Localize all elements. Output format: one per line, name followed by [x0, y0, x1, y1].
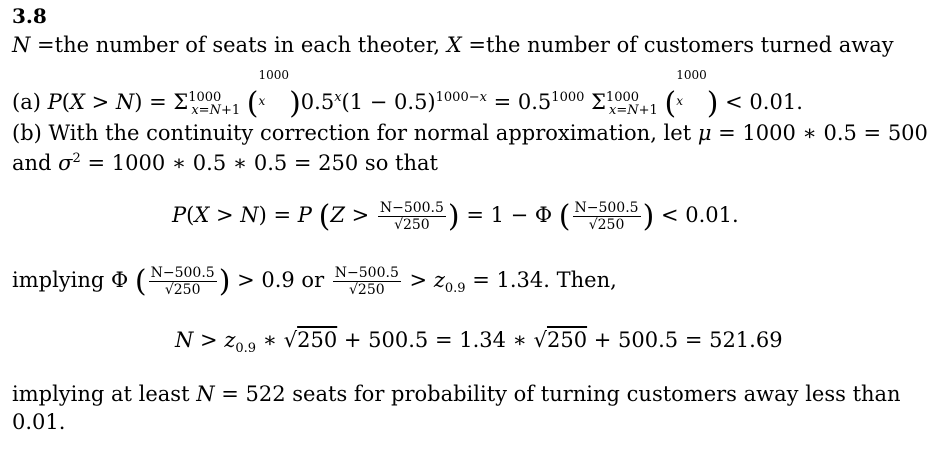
- fraction-denominator: √250: [394, 217, 430, 233]
- problem-number: 3.8: [12, 4, 47, 28]
- fraction-numerator: N−500.5: [334, 265, 399, 281]
- part-b-line-2: and $\sigma^2 = 1000$ ∗ 0.5 ∗ 0.5 = 250 so that: [12, 151, 438, 175]
- fraction-denominator: √250: [349, 282, 385, 298]
- fraction: [573, 200, 641, 233]
- equation-1-rhs: < 0.01.: [660, 203, 739, 227]
- fraction: [333, 265, 401, 298]
- fraction: [378, 200, 446, 233]
- fraction-numerator: N−500.5: [379, 200, 444, 216]
- definition-line: N =the number of seats in each theoter, X =the number of customers turned away: [12, 33, 894, 57]
- fraction-denominator: √250: [588, 217, 625, 233]
- part-b-line-1: (b) With the continuity correction for normal approximation, let μ = 1000 ∗ 0.5 = 500: [12, 121, 928, 145]
- fraction-numerator: N−500.5: [150, 265, 215, 281]
- fraction-numerator: N−500.5: [574, 200, 639, 216]
- part-a-equation: (a) $P(X > N) = \Sigma^{1000}_{x=N+1}$ (1000 x )$0.5^x(1 - 0.5)^{1000-x} = 0.5^{1000}$ $\Sigma^{1000}_{x=N+1}$ (1000 x ) < 0.01.: [12, 68, 803, 121]
- fraction-denominator: √250: [164, 282, 201, 298]
- implying-line: implying Φ ( $\frac{N-500.5}{√250}$ ) > 0.9 or $\frac{N-500.5}{√250}$ > $z_{0.9} = 1.34$. Then,: [12, 264, 617, 299]
- equation-2: $N > z_{0.9}$ ∗ √250 + 500.5 = 1.34 ∗ √250 + 500.5 = 521.69: [175, 328, 783, 357]
- conclusion-line-2: 0.01.: [12, 410, 66, 434]
- equation-1: P(X > N) = P (Z > $\frac{N-500.5}{√250}$ ) = 1 − Φ ( $\frac{N-500.5}{√250}$ ) < 0.01.: [172, 199, 739, 234]
- conclusion-line-1: implying at least N = 522 seats for probability of turning customers away less than: [12, 382, 901, 406]
- fraction: [149, 265, 217, 298]
